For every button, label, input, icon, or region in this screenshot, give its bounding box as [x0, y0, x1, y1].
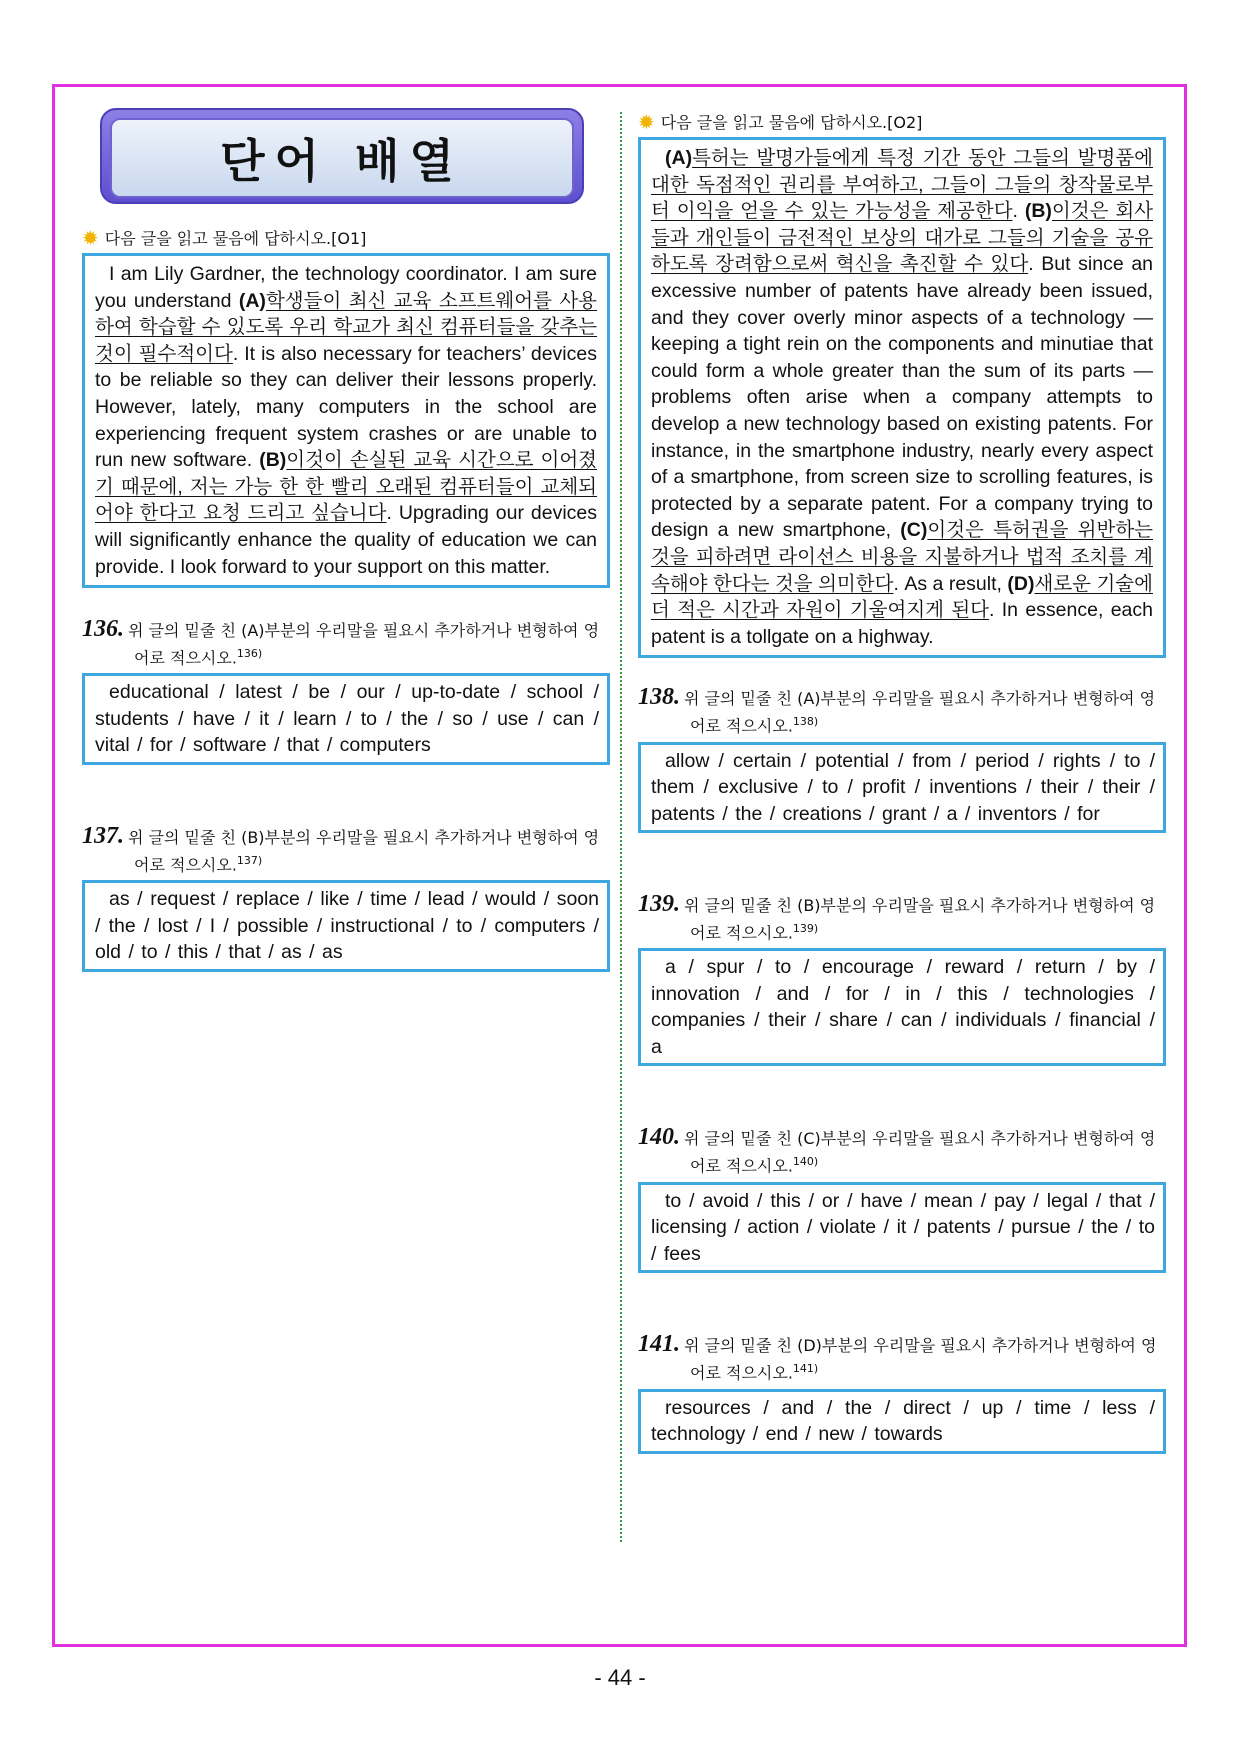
title-banner: [100, 108, 584, 204]
passage-segment: (A): [665, 147, 693, 169]
question-number: 136.: [82, 616, 124, 643]
question-number: 141.: [638, 1331, 680, 1358]
word-bank-box: [82, 673, 610, 765]
question-text: 위 글의 밑줄 친 (A)부분의 우리말을 필요시 추가하거나 변형하여 영어로 적으시오.: [684, 689, 1156, 736]
question-text: 위 글의 밑줄 친 (D)부분의 우리말을 필요시 추가하거나 변형하여 영어로 적으시오.: [684, 1336, 1157, 1383]
question-text: 위 글의 밑줄 친 (B)부분의 우리말을 필요시 추가하거나 변형하여 영어로 적으시오.: [128, 827, 600, 875]
word-bank: allow / certain / potential / from / period / rights / to / them / exclusive / to / profit / inventions / their / their / patents / the / creations / grant / a / inventors / for: [651, 749, 1155, 825]
passage-segment: . Upgrading our devices will significantly enhance the quality of education we can provide. I look forward to your support on this matter.: [95, 502, 598, 578]
passage-segment: . It is also necessary for teachers’ devices to be reliable so they can deliver their lessons properly. However, lately, many computers in the school are experiencing frequent system crashes or are unable to run new software.: [95, 342, 597, 472]
left-column: [82, 108, 610, 972]
question-text: 위 글의 밑줄 친 (B)부분의 우리말을 필요시 추가하거나 변형하여 영어로 적으시오.: [684, 896, 1156, 943]
word-bank-box: [638, 1389, 1166, 1454]
page-title: 단어 배열: [220, 134, 464, 188]
footnote-ref: 141): [792, 1362, 819, 1376]
passage-segment: (A): [238, 289, 266, 312]
question-138: [638, 686, 1166, 833]
right-questions: [638, 686, 1166, 1453]
passage-segment: . As a result,: [893, 572, 1008, 595]
question-prompt: [638, 1126, 1166, 1177]
passage2-instruction: ✹ 다음 글을 읽고 물음에 답하시오.[O2]: [638, 109, 923, 134]
passage-segment: 새로운 기술에 더 적은 시간과 자원이 기울여지게 된다: [651, 572, 1153, 622]
right-column: [638, 108, 1166, 1454]
question-text: 위 글의 밑줄 친 (A)부분의 우리말을 필요시 추가하거나 변형하여 영어로 적으시오.: [128, 621, 600, 668]
word-bank: educational / latest / be / our / up-to-date / school / students / have / it / learn / to / the / so / use / can / vital / for / software / that / computers: [95, 681, 599, 757]
footnote-ref: 136): [236, 647, 263, 661]
passage-segment: 이것이 손실된 교육 시간으로 이어졌기 때문에, 저는 가능 한 한 빨리 오래된 컴퓨터들이 교체되어야 한다고 요청 드리고 싶습니다: [95, 449, 597, 525]
word-bank: to / avoid / this / or / have / mean / pay / legal / that / licensing / action / violate / it / patents / pursue / the / to / fees: [651, 1189, 1155, 1265]
word-bank-box: [638, 948, 1166, 1066]
question-139: [638, 893, 1166, 1066]
footnote-ref: 139): [792, 922, 819, 936]
passage-segment: I am Lily Gardner, the technology coordinator. I am sure you understand: [95, 263, 597, 312]
question-prompt: [638, 1333, 1166, 1384]
flower-icon: ✹: [82, 225, 99, 250]
passage-segment: . In essence, each patent is a tollgate on a highway.: [651, 599, 1153, 648]
question-137: [82, 822, 610, 972]
flower-icon: ✹: [638, 109, 655, 134]
column-divider: [620, 112, 622, 1542]
passage-segment: .: [1012, 200, 1025, 223]
question-text: 위 글의 밑줄 친 (C)부분의 우리말을 필요시 추가하거나 변형하여 영어로 적으시오.: [684, 1129, 1156, 1176]
word-bank-box: [82, 880, 610, 972]
question-141: [638, 1333, 1166, 1453]
question-number: 139.: [638, 891, 680, 918]
passage1-instruction: ✹ 다음 글을 읽고 물음에 답하시오.[O1]: [82, 225, 367, 250]
passage-segment: 이것은 특허권을 위반하는 것을 피하려면 라이선스 비용을 지불하거나 법적 조치를 계속해야 한다는 것을 의미한다: [651, 519, 1153, 595]
passage2-box: [638, 137, 1166, 658]
passage-segment: (C): [900, 519, 928, 542]
word-bank: a / spur / to / encourage / reward / return / by / innovation / and / for / in / this / technologies / companies / their / share / can / individuals / financial / a: [651, 956, 1155, 1058]
question-prompt: [638, 686, 1166, 737]
footnote-ref: 140): [792, 1155, 819, 1169]
word-bank: resources / and / the / direct / up / time / less / technology / end / new / towards: [651, 1396, 1155, 1446]
question-number: 138.: [638, 684, 680, 711]
question-number: 137.: [82, 822, 124, 849]
passage-segment: (B): [1024, 200, 1052, 223]
word-bank-box: [638, 1182, 1166, 1274]
footnote-ref: 138): [792, 715, 819, 729]
page-number: - 44 -: [594, 1665, 646, 1690]
question-prompt: [82, 822, 610, 876]
passage-segment: 특허는 발명가들에게 특정 기간 동안 그들의 발명품에 대한 독점적인 권리를 부여하고, 그들이 그들의 창작물로부터 이익을 얻을 수 있는 가능성을 제공한다: [651, 147, 1153, 223]
passage-segment: 이것은 회사들과 개인들이 금전적인 보상의 대가로 그들의 기술을 공유하도록 장려함으로써 혁신을 촉진할 수 있다: [651, 200, 1153, 276]
passage-segment: . But since an excessive number of patents have already been issued, and they cover overly minor aspects of a technology — keeping a tight rein on the components and minutiae that could form a whole greater than the sum of its parts — problems often arise when a company attempts to develop a new technology based on existing patents. For instance, in the smartphone industry, nearly every aspect of a smartphone, from screen size to scrolling features, is protected by a separate patent. For a company trying to design a new smartphone,: [651, 253, 1154, 542]
question-prompt: [638, 893, 1166, 944]
passage-segment: (B): [259, 449, 287, 472]
passage-segment: 학생들이 최신 교육 소프트웨어를 사용하여 학습할 수 있도록 우리 학교가 최신 컴퓨터들을 갖추는 것이 필수적이다: [95, 289, 597, 365]
question-140: [638, 1126, 1166, 1273]
passage1-box: [82, 253, 610, 588]
question-number: 140.: [638, 1124, 680, 1151]
passage-segment: (D): [1007, 572, 1035, 595]
word-bank-box: [638, 742, 1166, 834]
left-questions: [82, 618, 610, 972]
question-prompt: [82, 618, 610, 669]
word-bank: as / request / replace / like / time / lead / would / soon / the / lost / I / possible / instructional / to / computers / old / to / this / that / as / as: [95, 888, 599, 964]
question-136: [82, 618, 610, 765]
footnote-ref: 137): [236, 853, 263, 867]
